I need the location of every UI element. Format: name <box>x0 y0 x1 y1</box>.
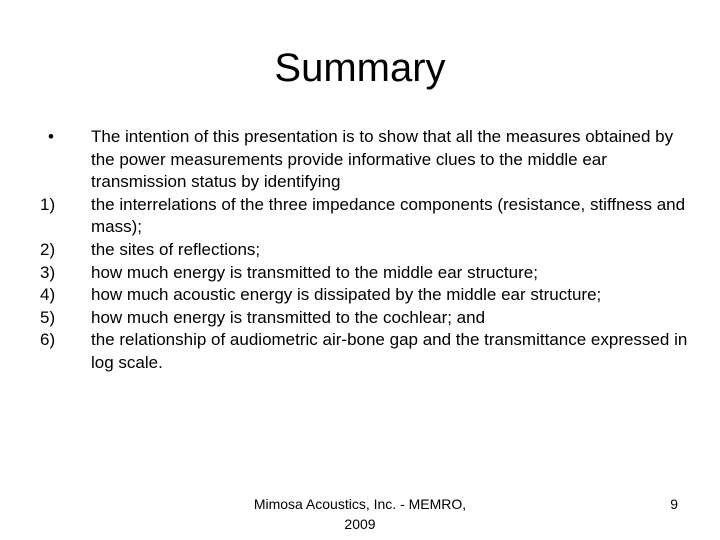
footer-source: Mimosa Acoustics, Inc. - MEMRO, 2009 <box>253 496 467 532</box>
list-number: 2) <box>40 239 56 259</box>
list-number: 3) <box>40 262 56 282</box>
list-item-1 <box>40 194 690 239</box>
list-item-5 <box>40 307 690 330</box>
list-item-text: the relationship of audiometric air-bone gap and the transmittance expressed in log scale. <box>91 330 688 372</box>
list-item-2 <box>40 239 690 262</box>
list-item-text: the interrelations of the three impedance components (resistance, stiffness and mass); <box>91 194 686 237</box>
summary-list <box>40 126 690 375</box>
list-item-intro <box>40 126 690 194</box>
list-number: 1) <box>40 194 56 214</box>
bullet-marker: • <box>48 127 54 146</box>
list-item-3 <box>40 262 690 285</box>
list-item-text: how much acoustic energy is dissipated by the middle ear structure; <box>91 285 602 305</box>
list-item-text: the sites of reflections; <box>91 239 261 259</box>
list-item-6 <box>40 329 690 374</box>
list-number: 5) <box>40 307 56 327</box>
slide-title: Summary <box>274 46 446 90</box>
list-item-text: how much energy is transmitted to the cochlear; and <box>91 307 486 327</box>
list-number: 4) <box>40 285 56 305</box>
list-number: 6) <box>40 330 56 350</box>
list-item-text: The intention of this presentation is to show that all the measures obtained by the power measurements provide informative clues to the middle ear transmission status by identifying <box>91 127 674 192</box>
list-item-4 <box>40 284 690 307</box>
list-item-text: how much energy is transmitted to the middle ear structure; <box>91 262 538 282</box>
page-number: 9 <box>670 496 678 512</box>
